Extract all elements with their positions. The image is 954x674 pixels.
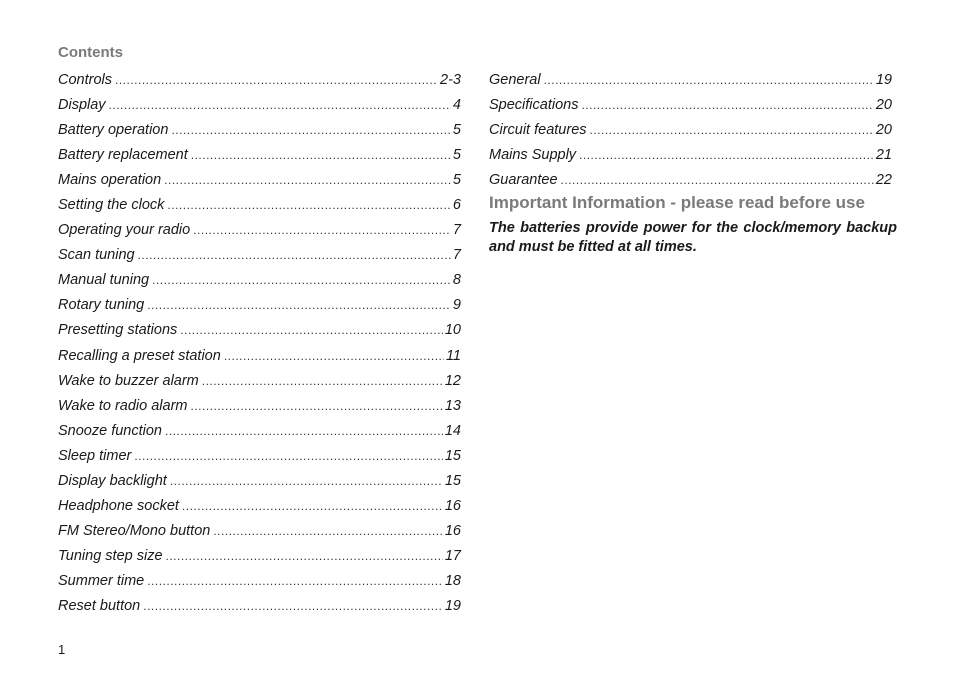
toc-entry-page: 8 xyxy=(452,272,461,289)
toc-leader-dots xyxy=(579,145,874,165)
toc-leader-dots xyxy=(213,521,443,541)
toc-entry[interactable] xyxy=(58,396,461,421)
toc-leader-dots xyxy=(180,320,443,340)
toc-entry-title: Specifications xyxy=(489,97,579,114)
toc-entry-page: 17 xyxy=(444,547,461,564)
toc-entry-title: Wake to radio alarm xyxy=(58,397,188,414)
toc-leader-dots xyxy=(164,170,451,190)
toc-leader-dots xyxy=(191,145,451,165)
toc-leader-dots xyxy=(590,120,874,140)
toc-entry[interactable] xyxy=(58,245,461,270)
toc-entry[interactable] xyxy=(489,145,892,170)
toc-entry-page: 6 xyxy=(452,197,461,214)
toc-leader-dots xyxy=(152,270,451,290)
toc-entry-page: 11 xyxy=(445,347,461,364)
toc-entry-title: Rotary tuning xyxy=(58,297,145,314)
toc-entry-page: 2-3 xyxy=(440,72,461,88)
toc-entry[interactable] xyxy=(58,220,461,245)
toc-leader-dots xyxy=(166,546,443,566)
toc-entry-title: Controls xyxy=(58,72,112,88)
toc-entry-page: 12 xyxy=(444,372,461,389)
toc-entry-title: Mains Supply xyxy=(489,147,577,164)
toc-entry-title: Mains operation xyxy=(58,172,162,189)
toc-entry-title: Setting the clock xyxy=(58,197,165,214)
toc-entry[interactable] xyxy=(58,346,461,371)
toc-leader-dots xyxy=(147,295,451,315)
toc-entry-page: 19 xyxy=(875,72,892,88)
toc-entry-title: Operating your radio xyxy=(58,222,191,239)
toc-entry-page: 4 xyxy=(452,97,461,114)
toc-leader-dots xyxy=(138,245,451,265)
toc-entry[interactable] xyxy=(58,471,461,496)
toc-entry[interactable] xyxy=(489,95,892,120)
toc-right-column xyxy=(489,70,892,195)
toc-entry-title: Display xyxy=(58,97,106,114)
toc-entry-title: Battery operation xyxy=(58,122,169,139)
toc-entry-title: Display backlight xyxy=(58,472,167,489)
toc-entry-title: Snooze function xyxy=(58,422,162,439)
toc-entry-page: 14 xyxy=(444,422,461,439)
toc-entry-title: Tuning step size xyxy=(58,547,163,564)
toc-leader-dots xyxy=(544,70,874,90)
toc-entry-title: Sleep timer xyxy=(58,447,132,464)
toc-entry[interactable] xyxy=(58,270,461,295)
toc-entry[interactable] xyxy=(58,521,461,546)
toc-leader-dots xyxy=(134,446,443,466)
toc-entry-title: Presetting stations xyxy=(58,322,178,339)
toc-entry-title: General xyxy=(489,72,541,88)
toc-leader-dots xyxy=(193,220,451,240)
toc-entry[interactable] xyxy=(58,571,461,596)
important-information-heading: Important Information - please read before use xyxy=(489,193,865,212)
toc-entry[interactable] xyxy=(58,95,461,120)
toc-leader-dots xyxy=(167,195,451,215)
toc-entry-page: 10 xyxy=(444,322,461,339)
toc-entry[interactable] xyxy=(58,546,461,571)
toc-entry[interactable] xyxy=(58,320,461,345)
toc-entry[interactable] xyxy=(58,120,461,145)
toc-leader-dots xyxy=(190,396,442,416)
toc-leader-dots xyxy=(202,371,443,391)
toc-leader-dots xyxy=(115,70,438,90)
toc-entry-page: 16 xyxy=(444,522,461,539)
toc-entry-title: Guarantee xyxy=(489,172,558,189)
toc-entry-page: 15 xyxy=(444,472,461,489)
toc-entry[interactable] xyxy=(58,295,461,320)
toc-entry-title: FM Stereo/Mono button xyxy=(58,522,211,539)
toc-entry[interactable] xyxy=(58,496,461,521)
page-number: 1 xyxy=(58,642,66,657)
toc-entry-title: Circuit features xyxy=(489,122,587,139)
toc-entry-page: 5 xyxy=(452,147,461,164)
toc-entry-page: 5 xyxy=(452,172,461,189)
toc-entry[interactable] xyxy=(58,145,461,170)
toc-entry[interactable] xyxy=(489,170,892,195)
toc-leader-dots xyxy=(581,95,873,115)
toc-entry-page: 18 xyxy=(444,572,461,589)
toc-leader-dots xyxy=(165,421,443,441)
toc-entry-page: 20 xyxy=(875,97,892,114)
toc-entry-title: Manual tuning xyxy=(58,272,150,289)
toc-leader-dots xyxy=(561,170,874,190)
battery-notice-text: The batteries provide power for the clock/memory backup and must be fitted at all times. xyxy=(489,220,897,255)
toc-entry-title: Scan tuning xyxy=(58,247,135,264)
toc-entry-title: Reset button xyxy=(58,597,141,614)
toc-entry-page: 15 xyxy=(444,447,461,464)
toc-entry-page: 21 xyxy=(875,147,892,164)
toc-entry-page: 13 xyxy=(444,397,461,414)
toc-entry-page: 9 xyxy=(452,297,461,314)
toc-entry[interactable] xyxy=(58,371,461,396)
toc-entry[interactable] xyxy=(58,195,461,220)
toc-leader-dots xyxy=(170,471,443,491)
toc-entry[interactable] xyxy=(489,120,892,145)
toc-entry-page: 16 xyxy=(444,497,461,514)
toc-entry-title: Battery replacement xyxy=(58,147,188,164)
toc-entry[interactable] xyxy=(58,596,461,621)
toc-leader-dots xyxy=(147,571,443,591)
toc-entry-title: Headphone socket xyxy=(58,497,179,514)
toc-entry-page: 5 xyxy=(452,122,461,139)
toc-left-column xyxy=(58,70,461,621)
toc-entry-page: 7 xyxy=(452,222,461,239)
toc-entry[interactable] xyxy=(58,70,461,95)
toc-entry-page: 20 xyxy=(875,122,892,139)
toc-entry-title: Recalling a preset station xyxy=(58,347,221,364)
toc-leader-dots xyxy=(143,596,443,616)
toc-entry[interactable] xyxy=(58,170,461,195)
contents-heading: Contents xyxy=(58,44,123,61)
toc-entry-page: 19 xyxy=(444,597,461,614)
toc-entry-title: Wake to buzzer alarm xyxy=(58,372,199,389)
toc-leader-dots xyxy=(109,95,451,115)
toc-entry-page: 22 xyxy=(875,172,892,189)
toc-entry-title: Summer time xyxy=(58,572,145,589)
toc-leader-dots xyxy=(182,496,443,516)
toc-entry-page: 7 xyxy=(452,247,461,264)
toc-entry[interactable] xyxy=(489,70,892,95)
toc-entry[interactable] xyxy=(58,446,461,471)
toc-leader-dots xyxy=(224,346,444,366)
toc-leader-dots xyxy=(171,120,450,140)
toc-entry[interactable] xyxy=(58,421,461,446)
